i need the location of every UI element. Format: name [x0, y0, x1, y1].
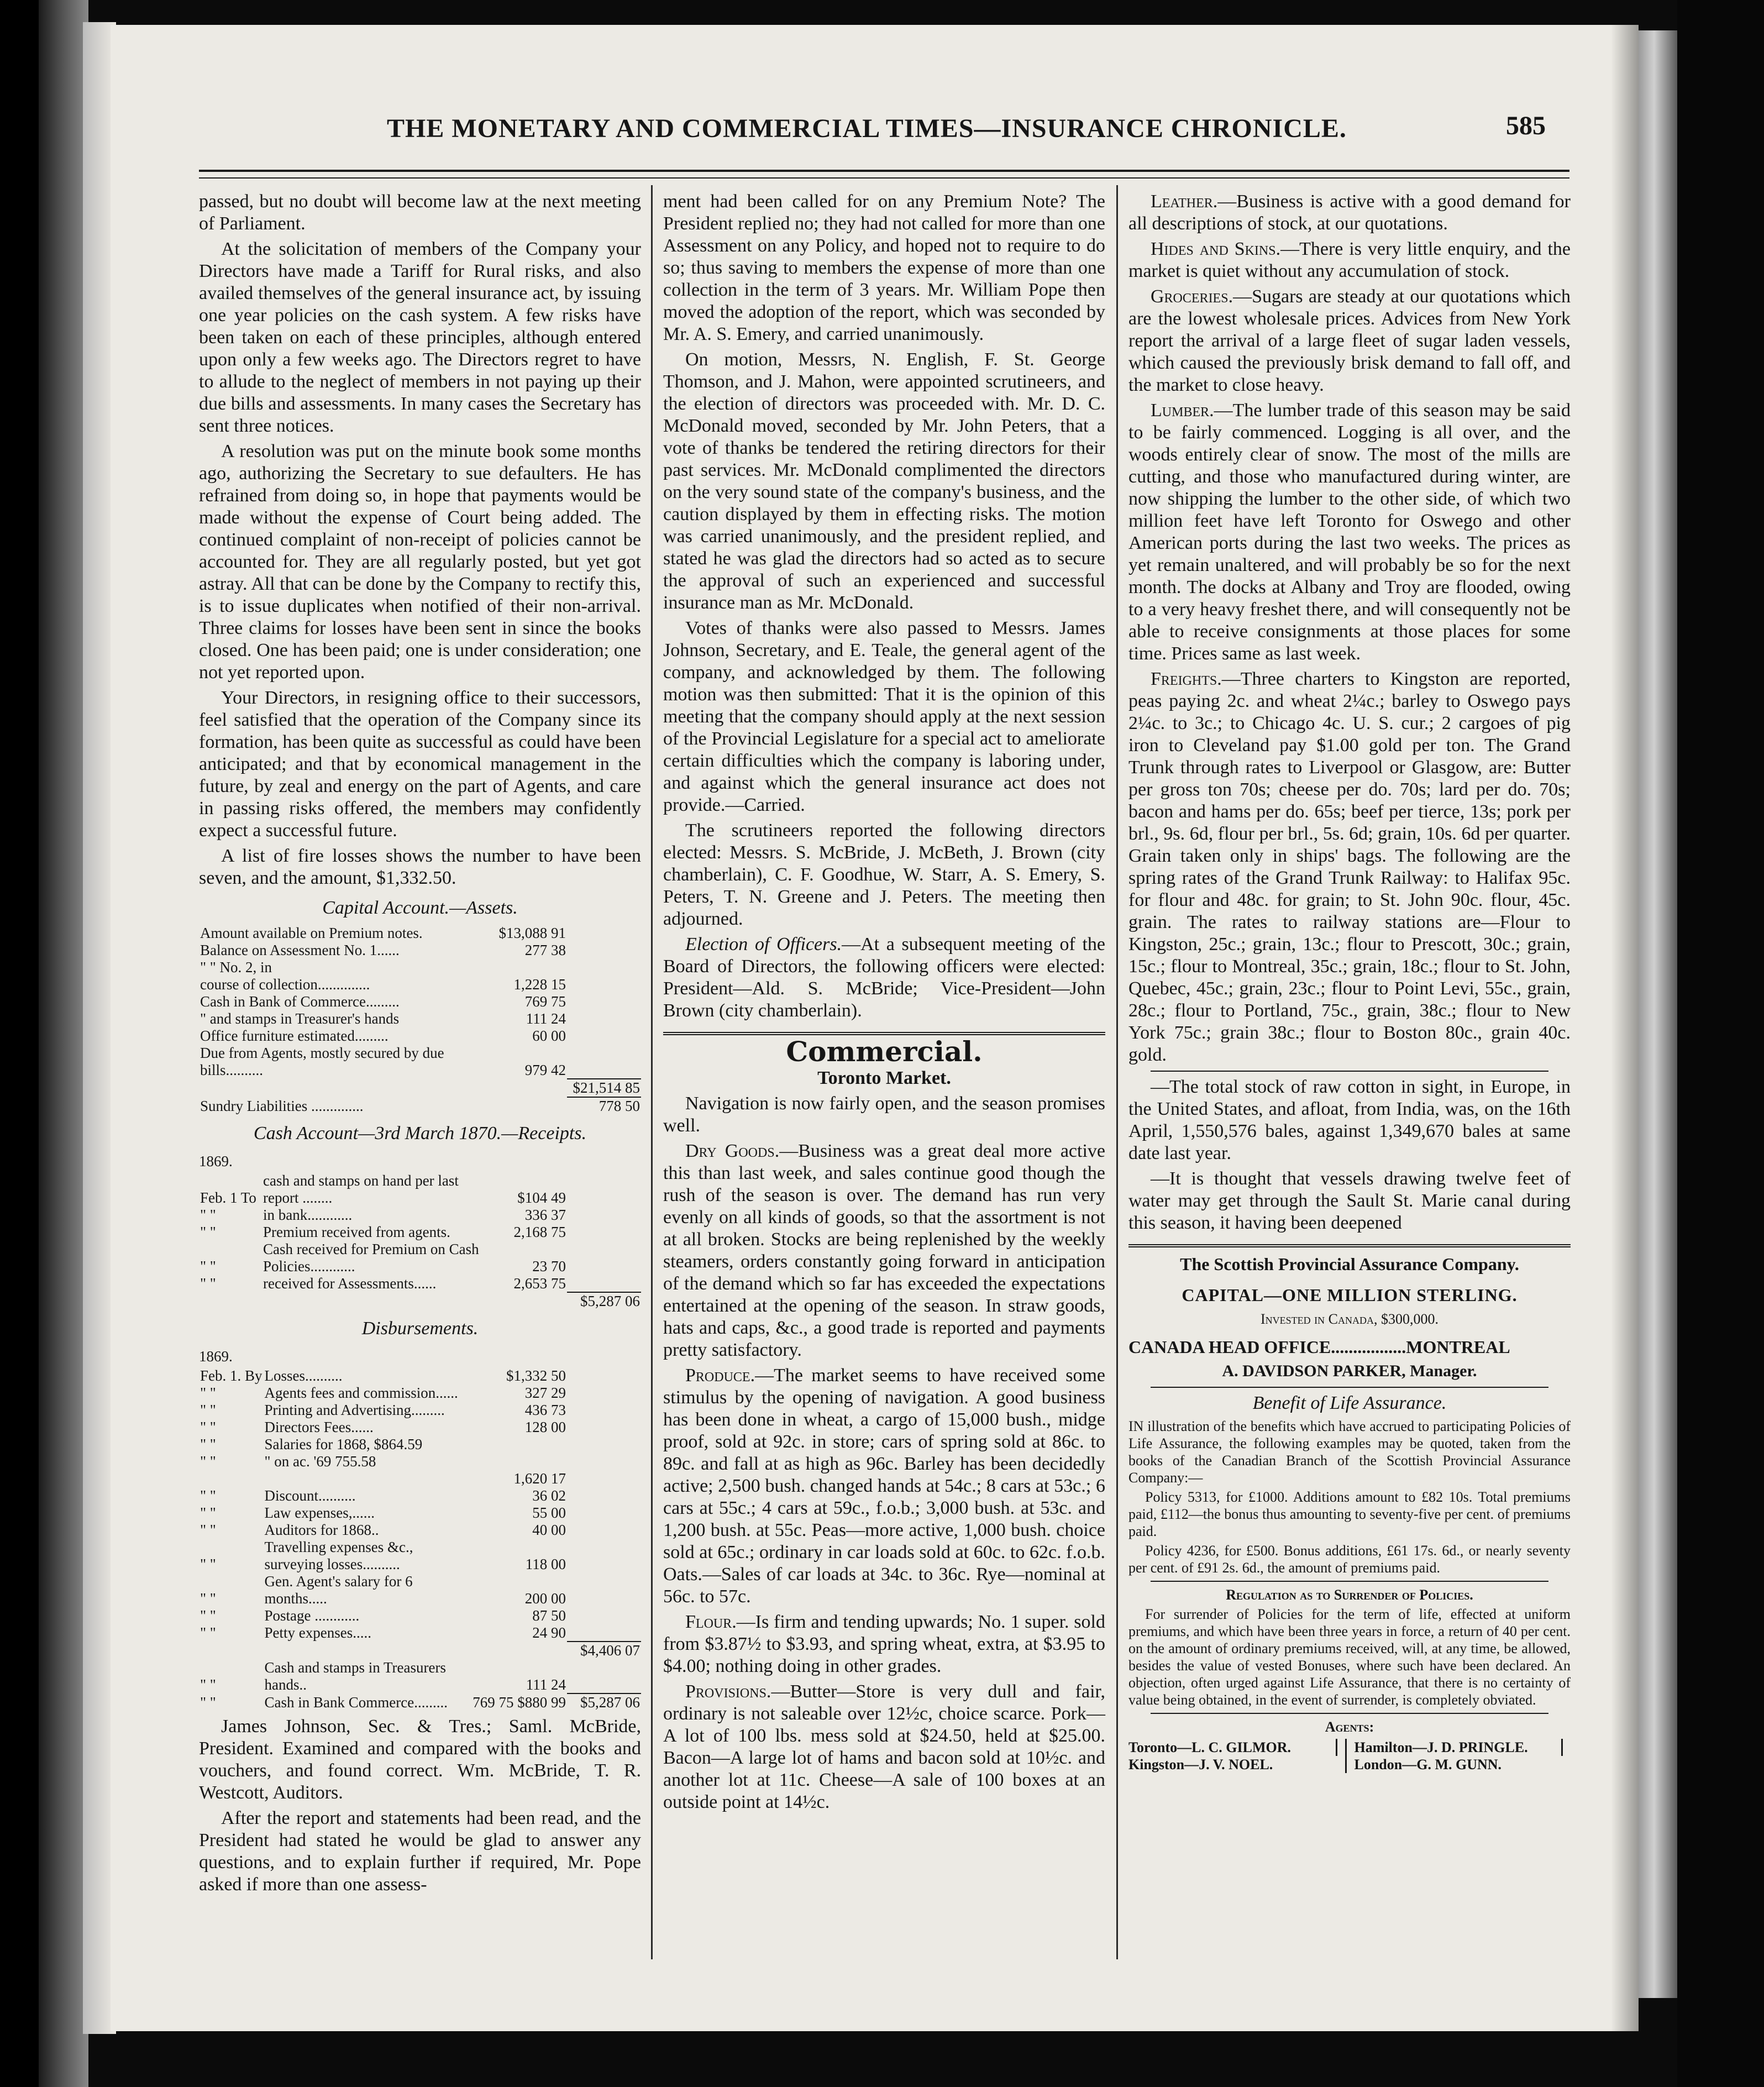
ledger-date: " "	[200, 1419, 216, 1435]
paragraph-lead: Groceries.	[1151, 286, 1233, 307]
ledger-row	[199, 1487, 641, 1504]
assets-table	[199, 925, 641, 1115]
agents-right	[1355, 1739, 1571, 1773]
ledger-total	[567, 1436, 641, 1453]
book-spine-shadow	[0, 0, 39, 2087]
ledger-amount: 979 42	[524, 1062, 566, 1078]
ledger-amount: 2,653 75	[513, 1275, 566, 1292]
ledger-row	[199, 1436, 641, 1453]
paragraph: A list of fire losses shows the number to have been seven, and the amount, $1,332.50.	[199, 846, 641, 888]
ledger-label: in bank............	[263, 1207, 353, 1223]
ledger-row	[199, 1027, 641, 1045]
ad-paragraph: For surrender of Policies for the term of life, effected at uniform premiums, and which have been three years in force, a return of 40 per cent. on the amount of ordinary premiums received, will, at any time, be allowed, besides the value of vested Bonuses, where such have been declared. An objection, often urged against Life Assurance, that there is no certainty of value being obtained, in the event of surrender, is completely obviated.	[1128, 1606, 1571, 1708]
ledger-label: Losses..........	[264, 1367, 343, 1384]
ledger-row	[199, 1045, 641, 1079]
ledger-label: Sundry Liabilities ..............	[200, 1098, 364, 1114]
column-2	[663, 191, 1105, 1817]
paragraph-lead: Election of Officers.	[685, 934, 842, 955]
ledger-amount	[471, 1453, 567, 1470]
agent: London—G. M. GUNN.	[1354, 1756, 1502, 1773]
ledger-date: " "	[200, 1487, 216, 1504]
ledger-label: Travelling expenses &c., surveying losses..........	[264, 1539, 413, 1572]
ledger-label: Discount..........	[264, 1487, 356, 1504]
paragraph	[663, 1681, 1105, 1813]
ledger-amount: 769 75	[524, 993, 566, 1010]
page-number: 585	[1506, 111, 1546, 140]
column-3	[1128, 191, 1571, 1773]
ledger-row	[199, 1624, 641, 1642]
ledger-amount: 128 00	[524, 1419, 566, 1435]
commercial-heading: Commercial.	[786, 1035, 983, 1068]
ledger-row	[199, 1097, 641, 1115]
ad-manager: A. DAVIDSON PARKER, Manager.	[1222, 1362, 1477, 1380]
paragraph-lead: Leather.	[1151, 191, 1218, 212]
market-heading: Toronto Market.	[817, 1068, 951, 1088]
ad-agents	[1128, 1739, 1571, 1773]
ad-invested: Invested in Canada, $300,000.	[1261, 1311, 1439, 1327]
short-divider	[1151, 1713, 1548, 1714]
ledger-row	[199, 1539, 641, 1573]
ledger-amount: 24 90	[532, 1624, 566, 1641]
ledger-label: Law expenses,......	[264, 1504, 375, 1521]
ledger-label: cash and stamps on hand per last report ........	[263, 1172, 459, 1206]
ledger-date: " "	[200, 1607, 216, 1624]
ledger-label: Cash received for Premium on Cash Policies............	[263, 1241, 479, 1275]
ledger-total	[567, 993, 641, 1010]
ledger-label	[264, 1642, 472, 1659]
ledger-date: " "	[200, 1207, 216, 1223]
ledger-amount: 111 24	[526, 1010, 566, 1027]
receipts-table	[199, 1172, 641, 1310]
ledger-row	[199, 1453, 641, 1470]
paragraph: —It is thought that vessels drawing twelve feet of water may get through the Sault St. Marie canal during this season, it having been deepened	[1128, 1168, 1571, 1233]
agent: Kingston—J. V. NOEL.	[1128, 1756, 1273, 1773]
ad-head-office: CANADA HEAD OFFICE.................MONTREAL	[1128, 1337, 1510, 1357]
column-1	[199, 191, 641, 1899]
ledger-total	[567, 1470, 641, 1487]
ledger-amount: 111 24	[526, 1676, 566, 1693]
paragraph: A resolution was put on the minute book some months ago, authorizing the Secretary to sue defaulters. He has refrained from doing so, in hope that payments would be made without the expense of Court being added. The continued complaint of non-receipt of policies cannot be accounted for. They are all regularly posted, but yet got astray. All that can be done by the Company to rectify this, is to issue duplicates when notified of their non-arrival. Three claims for losses have been sent in since the books closed. One has been paid; one is under consideration; one not yet reported upon.	[199, 441, 641, 683]
disbursements-year: 1869.	[199, 1348, 233, 1365]
ledger-total	[567, 1573, 641, 1607]
paragraph-lead: Dry Goods.	[685, 1141, 780, 1161]
ledger-row	[199, 1207, 641, 1224]
ledger-total	[567, 1275, 641, 1292]
ledger-amount	[493, 959, 567, 976]
paragraph-body: —Three charters to Kingston are reported, peas paying 2c. and wheat 2¼c.; barley to Oswego pays 2¼c. to 3c.; to Chicago 4c. U. S. cur.; 2 cargoes of pig iron to Cleveland pay $1.00 gold per ton. The Grand Trunk through rates to Liverpool or Glasgow, are: Butter per gross ton 70s; cheese per do. 70s; lard per do. 70s; bacon and hams per do. 65s; beef per tierce, 13s; pork per brl., 9s. 6d, flour per brl., 5s. 6d; grain, 10s. 6d per quarter. Grain taken only in ships' bags. The following are the spring rates of the Grand Trunk Railway: to Halifax 95c. for flour and 48c. for grain; to St. John 90c. flour, 45c. grain. The rates to railway stations are—Flour to Kingston, 25c.; grain, 13c.; flour to Prescott, 30c.; grain, 15c.; flour to Montreal, 35c.; grain, 18c.; flour to St. John, Quebec, 45c.; grain, 23c.; flour to Point Levi, 55c., grain, 28c.; flour to Portland, 75c., grain, 38c.; flour to New York 75c.; grain 38c.; flour to Boston 80c., grain 40c. gold.	[1128, 669, 1571, 1065]
paragraph-lead: Freights.	[1151, 669, 1222, 689]
paragraph: James Johnson, Sec. & Tres.; Saml. McBride, President. Examined and compared with the books and vouchers, and found correct. Wm. McBride, T. R. Westcott, Auditors.	[199, 1716, 641, 1803]
paragraph	[663, 1140, 1105, 1361]
ad-capital: CAPITAL—ONE MILLION STERLING.	[1182, 1285, 1518, 1305]
ledger-amount	[493, 1097, 567, 1115]
ledger-label: Petty expenses.....	[264, 1624, 371, 1641]
ledger-label: Office furniture estimated.........	[200, 1027, 389, 1044]
ledger-date: " "	[200, 1224, 216, 1240]
ledger-amount: 436 73	[524, 1402, 566, 1418]
ledger-amount: 36 02	[532, 1487, 566, 1504]
ledger-amount: 1,228 15	[513, 976, 566, 993]
ledger-row	[199, 1172, 641, 1207]
ledger-date: " "	[200, 1402, 216, 1418]
paragraph	[663, 1365, 1105, 1608]
paragraph	[1128, 286, 1571, 396]
paragraph-body: —Sugars are steady at our quotations which are the lowest wholesale prices. Advices from New York report the arrival of a large fleet of sugar laden vessels, which caused the previously brisk demand to fall off, and the market to close heavy.	[1128, 286, 1571, 395]
ledger-date: " "	[200, 1590, 216, 1607]
ledger-row	[199, 1224, 641, 1241]
ledger-amount: 327 29	[524, 1385, 566, 1401]
ledger-total	[567, 959, 641, 976]
paragraph	[1128, 668, 1571, 1066]
ledger-label: Salaries for 1868, $864.59	[264, 1436, 423, 1452]
agents-left	[1128, 1739, 1347, 1773]
disbursements-table	[199, 1367, 641, 1711]
paragraph: Votes of thanks were also passed to Messrs. James Johnson, Secretary, and E. Teale, the general agent of the company, and acknowledged by them. The following motion was then submitted: That it is the opinion of this meeting that the company should apply at the next session of the Provincial Legislature for a special act to ameliorate certain difficulties which the company is laboring under, and against which the general insurance act does not provide.—Carried.	[663, 618, 1105, 815]
ledger-total	[567, 1172, 641, 1207]
ledger-row	[199, 1241, 641, 1275]
ledger-row	[199, 1292, 641, 1310]
ledger-total: 778 50	[567, 1097, 641, 1115]
short-divider	[1151, 1387, 1548, 1388]
ledger-amount: 55 00	[532, 1504, 566, 1521]
paragraph-body: —At a subsequent meeting of the Board of Directors, the following officers were elected: President—Ald. S. McBride; Vice-President—John Brown (city chamberlain).	[663, 934, 1105, 1021]
agent: Toronto—L. C. GILMOR.	[1128, 1739, 1337, 1756]
ledger-total	[567, 1624, 641, 1642]
ad-company-title: The Scottish Provincial Assurance Company.	[1180, 1254, 1519, 1274]
ad-agents-label: Agents:	[1325, 1719, 1374, 1735]
ledger-row	[199, 1275, 641, 1292]
paragraph	[663, 934, 1105, 1022]
paragraph: passed, but no doubt will become law at the next meeting of Parliament.	[199, 191, 641, 234]
ledger-label: received for Assessments......	[263, 1275, 437, 1292]
ledger-total	[567, 1241, 641, 1275]
ledger-label: Balance on Assessment No. 1......	[200, 942, 400, 958]
ledger-date: " "	[200, 1258, 216, 1275]
ad-paragraph: Policy 5313, for £1000. Additions amount to £82 10s. Total premiums paid, £112—the bonus thus amounting to seventy-five per cent. of premiums paid.	[1128, 1489, 1571, 1539]
ad-body	[1128, 1418, 1571, 1773]
paragraph-body: —Business is active with a good demand for all descriptions of stock, at our quotations.	[1128, 191, 1571, 234]
ledger-total	[567, 1453, 641, 1470]
ledger-total: $4,406 07	[567, 1642, 641, 1659]
ledger-row	[199, 1693, 641, 1711]
section-title-capital: Capital Account.—Assets.	[322, 898, 518, 918]
paragraph: ment had been called for on any Premium Note? The President replied no; they had not called for more than one Assessment on any Policy, and hoped not to require to do so; thus saving to members the expense of more than one collection in the term of 3 years. Mr. William Pope then moved the adoption of the report, which was seconded by Mr. A. S. Emery, and carried unanimously.	[663, 191, 1105, 344]
ledger-row	[199, 942, 641, 959]
ledger-total: $5,287 06	[567, 1292, 641, 1310]
ledger-label: Due from Agents, mostly secured by due bills..........	[200, 1045, 444, 1078]
ledger-row	[199, 1607, 641, 1624]
ledger-label: " " No. 2, in	[200, 959, 272, 976]
section-title-cash-account: Cash Account—3rd March 1870.—Receipts.	[253, 1123, 587, 1144]
ledger-row	[199, 1367, 641, 1385]
running-title: THE MONETARY AND COMMERCIAL TIMES—INSURANCE CHRONICLE.	[387, 114, 1347, 143]
ledger-row	[199, 1079, 641, 1097]
ledger-total	[567, 1487, 641, 1504]
ledger-label: Agents fees and commission......	[264, 1385, 458, 1401]
paragraph	[1128, 238, 1571, 282]
column-rule-1	[651, 185, 653, 1959]
ledger-date: Feb. 1 To	[200, 1189, 256, 1206]
ledger-date: Feb. 1. By	[200, 1367, 262, 1384]
paragraph-lead: Flour.	[685, 1612, 737, 1632]
ledger-date	[199, 1642, 264, 1659]
ledger-row	[199, 1659, 641, 1693]
book-fore-edge	[1639, 30, 1677, 1998]
ledger-label: Gen. Agent's salary for 6 months.....	[264, 1573, 413, 1607]
ledger-row	[199, 1470, 641, 1487]
ledger-row	[199, 976, 641, 993]
short-divider	[1151, 1581, 1548, 1582]
ledger-date: " "	[200, 1522, 216, 1538]
paragraph-body: —There is very little enquiry, and the market is quiet without any accumulation of stock.	[1128, 239, 1571, 281]
ledger-total	[567, 1419, 641, 1436]
header-rule	[199, 170, 1569, 179]
ledger-amount: 118 00	[525, 1556, 566, 1572]
ledger-date: " "	[200, 1436, 216, 1452]
ledger-amount: $13,088 91	[498, 925, 566, 941]
ledger-row	[199, 1573, 641, 1607]
ledger-row	[199, 959, 641, 976]
ledger-date: " "	[200, 1556, 216, 1572]
ledger-amount	[471, 1436, 567, 1453]
page-curl-shadow	[1611, 25, 1639, 2031]
agent: Hamilton—J. D. PRINGLE.	[1355, 1739, 1563, 1756]
ledger-date: " "	[200, 1275, 216, 1292]
paragraph: After the report and statements had been read, and the President had stated he would be glad to answer any questions, and to explain further if required, Mr. Pope asked if more than one assess-	[199, 1808, 641, 1895]
ad-benefit-heading: Benefit of Life Assurance.	[1252, 1393, 1447, 1413]
ledger-date: " "	[200, 1504, 216, 1521]
ledger-row	[199, 1642, 641, 1659]
ledger-row	[199, 993, 641, 1010]
ledger-row	[199, 1419, 641, 1436]
ad-paragraph: IN illustration of the benefits which have accrued to participating Policies of Life Assurance, the following examples may be quoted, taken from the books of the Canadian Branch of the Scottish Provincial Assurance Company:—	[1128, 1418, 1571, 1486]
ad-paragraph: Policy 4236, for £500. Bonus additions, £61 17s. 6d., or nearly seventy per cent. of £91 2s. 6d., the amount of premiums paid.	[1128, 1543, 1571, 1576]
ledger-amount: 40 00	[532, 1522, 566, 1538]
ledger-row	[199, 1402, 641, 1419]
ad-regulation-heading: Regulation as to Surrender of Policies.	[1226, 1587, 1473, 1603]
ledger-date	[199, 1470, 264, 1487]
paragraph: —The total stock of raw cotton in sight, in Europe, in the United States, and afloat, from India, was, on the 16th April, 1,550,576 bales, against 1,349,670 bales at same date last year.	[1128, 1077, 1571, 1163]
ledger-total	[567, 942, 641, 959]
ledger-total	[567, 976, 641, 993]
ledger-amount: 336 37	[524, 1207, 566, 1223]
ledger-total	[567, 1402, 641, 1419]
ledger-date: " "	[200, 1624, 216, 1641]
ledger-total	[567, 925, 641, 942]
paragraph	[663, 1611, 1105, 1677]
ledger-amount: 200 00	[524, 1590, 566, 1607]
ledger-amount: 23 70	[532, 1258, 566, 1275]
ledger-total	[567, 1659, 641, 1693]
ledger-date	[199, 1292, 262, 1310]
ledger-total	[567, 1522, 641, 1539]
ledger-label: Cash in Bank Commerce.........	[264, 1694, 448, 1711]
receipts-year: 1869.	[199, 1153, 233, 1170]
ledger-label: Printing and Advertising.........	[264, 1402, 445, 1418]
ledger-total	[567, 1010, 641, 1027]
ledger-amount: 2,168 75	[513, 1224, 566, 1240]
ledger-amount: $104 49	[517, 1189, 566, 1206]
ledger-date: " "	[200, 1385, 216, 1401]
binding-gutter	[39, 0, 88, 2087]
ledger-label: " on ac. '69 755.58	[264, 1453, 376, 1470]
ledger-label: course of collection..............	[200, 976, 370, 993]
column-rule-2	[1116, 185, 1118, 1959]
ledger-label: Postage ............	[264, 1607, 360, 1624]
ledger-total	[567, 1504, 641, 1522]
paragraph: At the solicitation of members of the Company your Directors have made a Tariff for Rural risks, and also availed themselves of the general insurance act, by issuing one year policies on the cash system. A few risks have been taken on each of these principles, although entered upon only a few weeks ago. The Directors regret to have to allude to the neglect of members in not paying up their due bills and assessments. In many cases the Secretary has sent three notices.	[199, 239, 641, 436]
ledger-amount: $1,332 50	[506, 1367, 566, 1384]
ledger-label: Cash and stamps in Treasurers hands..	[264, 1659, 446, 1693]
ledger-total: $21,514 85	[567, 1079, 641, 1097]
section-title-disbursements: Disbursements.	[361, 1318, 479, 1339]
paragraph: The scrutineers reported the following directors elected: Messrs. S. McBride, J. McBeth, J. Brown (city chamberlain), C. F. Goodhue, W. Starr, A. S. Emery, S. Peters, T. N. Greene and J. Peters. The meeting then adjourned.	[663, 820, 1105, 929]
ledger-label	[199, 1079, 493, 1097]
paragraph: On motion, Messrs, N. English, F. St. George Thomson, and J. Mahon, were appointed scrutineers, and the election of directors was proceeded with. Mr. D. C. McDonald moved, seconded by Mr. John Peters, that a vote of thanks be tendered the retiring directors for their past services. Mr. McDonald complimented the directors on the very sound state of the company's business, and the caution displayed by them in effecting risks. The motion was carried unanimously, and the president replied, and stated he was glad the directors had so acted as to secure the approval of such an experienced and successful insurance man as Mr. McDonald.	[663, 349, 1105, 613]
ledger-amount: 277 38	[524, 942, 566, 958]
paragraph-body: —Business was a great deal more active this than last week, and sales continue good though the rush of the season is over. The demand has run very evenly on all kinds of goods, so that the assortment is not at all broken. Stocks are being replenished by the weekly steamers, orders constantly going forward in anticipation of the demand which so far has exceeded the expectations entertained at the opening of the season. In straw goods, hats and caps, &c., a good trade is reported and payments pretty satisfactory.	[663, 1141, 1106, 1360]
ledger-total	[567, 1224, 641, 1241]
ledger-amount: 769 75 $880 99	[473, 1694, 566, 1711]
ledger-label	[262, 1292, 493, 1310]
advertisement-divider	[1128, 1244, 1571, 1247]
paragraph: Your Directors, in resigning office to their successors, feel satisfied that the operation of the Company since its formation, has been quite as successful as could have been anticipated; and that by economical management in the future, by zeal and energy on the part of Agents, and care in passing risks offered, the members may confidently expect a successful future.	[199, 688, 641, 841]
paragraph-lead: Hides and Skins.	[1151, 239, 1281, 259]
ledger-total	[567, 1385, 641, 1402]
scan-border	[1677, 0, 1764, 2087]
paragraph: Navigation is now fairly open, and the season promises well.	[663, 1093, 1105, 1136]
ledger-label: Directors Fees......	[264, 1419, 374, 1435]
ledger-amount	[471, 1642, 567, 1659]
ledger-total	[567, 1607, 641, 1624]
ledger-row	[199, 1010, 641, 1027]
ledger-total	[567, 1367, 641, 1385]
ledger-date: " "	[200, 1453, 216, 1470]
paragraph	[1128, 400, 1571, 665]
ledger-row	[199, 1522, 641, 1539]
paragraph-body: —Butter—Store is very dull and fair, ordinary is not saleable over 12½c, choice scarce. Pork—A lot of 100 lbs. mess sold at $24.50, held at $25.00. Bacon—A large lot of hams and bacon sold at 10½c. and another lot at 11c. Cheese—A sale of 100 boxes at an outside point at 14½c.	[663, 1681, 1105, 1812]
paragraph-body: —The lumber trade of this season may be said to be fairly commenced. Logging is all over, and the woods entirely clear of snow. The most of the mills are cutting, and those who manufactured during winter, are now shipping the lumber to the other side, of which two million feet have left Toronto for Oswego and other American ports during the last two weeks. The prices as yet remain unaltered, and will probably be so for the next month. The docks at Albany and Troy are flooded, owing to a very heavy freshet there, and will consequently not be able to receive consignments at those places for some time. Prices same as last week.	[1128, 400, 1571, 664]
ledger-amount: 60 00	[532, 1027, 566, 1044]
paragraph-body: —Is firm and tending upwards; No. 1 super. sold from $3.87½ to $3.93, and spring wheat, extra, at $3.95 to $4.00; nothing doing in other grades.	[663, 1612, 1105, 1676]
ledger-label: Cash in Bank of Commerce.........	[200, 993, 400, 1010]
ledger-label: Premium received from agents.	[263, 1224, 450, 1240]
ledger-amount	[493, 1079, 567, 1097]
ledger-amount	[493, 1292, 567, 1310]
ledger-amount: 1,620 17	[513, 1470, 566, 1487]
paragraph-lead: Provisions.	[685, 1681, 771, 1702]
short-divider	[1151, 1071, 1548, 1072]
ledger-total	[567, 1539, 641, 1573]
ledger-label: Amount available on Premium notes.	[200, 925, 423, 941]
paragraph-lead: Lumber.	[1151, 400, 1214, 421]
paragraph-lead: Produce.	[685, 1365, 755, 1386]
ledger-label	[264, 1470, 472, 1487]
ledger-row	[199, 925, 641, 942]
ledger-date: " "	[200, 1676, 216, 1693]
ledger-total	[567, 1027, 641, 1045]
ledger-amount: 87 50	[532, 1607, 566, 1624]
ledger-total: $5,287 06	[567, 1693, 641, 1711]
newspaper-page	[111, 25, 1639, 2031]
insurance-advertisement	[1128, 1253, 1571, 1773]
paragraph	[1128, 191, 1571, 235]
ledger-total	[567, 1045, 641, 1079]
paragraph-body: —The market seems to have received some stimulus by the opening of navigation. A good business has been done in wheat, a cargo of 15,000 bush., midge proof, sold at 92c. in store; cars of spring sold at 86c. to 89c. and fall at as high as 96c. Barley has been decidedly active; 2,500 bush. changed hands at 54c.; 8 cars at 53c.; 6 cars at 55c.; 4 cars at 59c., f.o.b.; 3,000 bush. at 53c. and 1,200 bush. at 55c. Peas—more active, 1,000 bush. choice sold at 65c.; ordinary in car loads sold at 60c. to 62c. f.o.b. Oats.—Sales of car loads at 34c. to 36c. Rye—nominal at 56c. to 57c.	[663, 1365, 1105, 1607]
ledger-row	[199, 1504, 641, 1522]
ledger-row	[199, 1385, 641, 1402]
ledger-date: " "	[200, 1694, 216, 1711]
ledger-label: " and stamps in Treasurer's hands	[200, 1010, 400, 1027]
ledger-label: Auditors for 1868..	[264, 1522, 379, 1538]
ledger-total	[567, 1207, 641, 1224]
